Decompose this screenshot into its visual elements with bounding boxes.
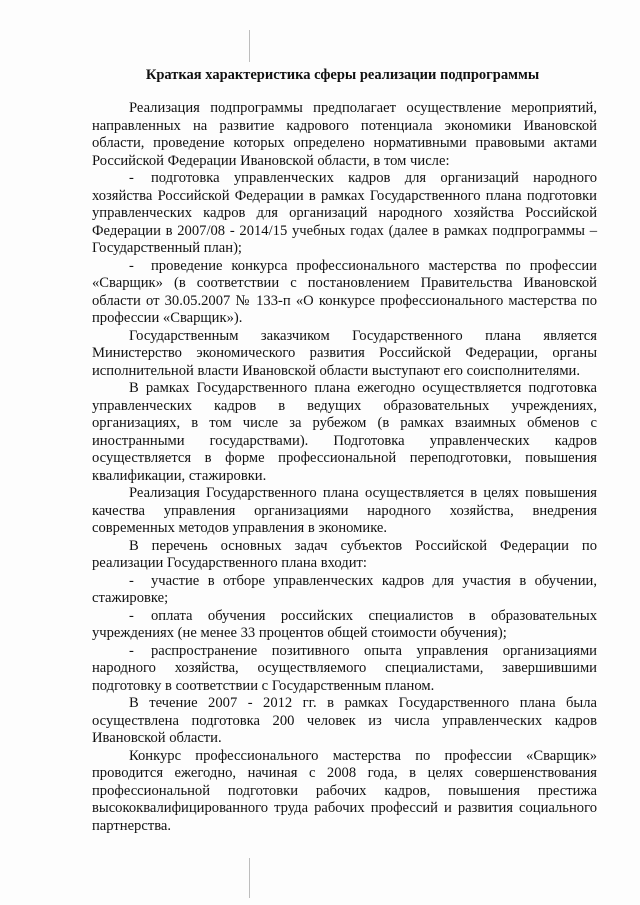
- paragraph-results: В течение 2007 - 2012 гг. в рамках Государственного плана была осуществлена подготовка 200 человек из числа управленческих кадров Ивановской области.: [92, 695, 597, 746]
- paragraph-training: В рамках Государственного плана ежегодно осуществляется подготовка управленческих кадров в ведущих образовательных учреждениях, организациях, в том числе за рубежом (в рамках взаимных обменов с иностранными государствами). Подготовка управленческих кадров осуществляется в форме профессиональной переподготовки, повышения квалификации, стажировки.: [92, 380, 597, 484]
- list-item-text: оплата обучения российских специалистов в образовательных учреждениях (не менее 33 процентов общей стоимости обучения);: [92, 607, 597, 641]
- fold-mark-top: [249, 30, 250, 62]
- paragraph-customer: Государственным заказчиком Государственного плана является Министерство экономического развития Российской Федерации, органы исполнительной власти Ивановской области выступают его соисполнителями.: [92, 327, 597, 379]
- list-item-text: участие в отборе управленческих кадров для участия в обучении, стажировке;: [92, 572, 597, 606]
- list-item-text: подготовка управленческих кадров для организаций народного хозяйства Российской Федерации в рамках Государственного плана подготовки управленческих кадров для организаций народного хозяйства Российской Федерации в 2007/08 - 2014/15 учебных годах (далее в рамках подпрограммы – Государственный план);: [92, 170, 597, 256]
- fold-mark-bottom: [249, 858, 250, 898]
- list-dash: -: [129, 607, 134, 624]
- list-dash: -: [129, 170, 134, 186]
- list-item: [92, 170, 597, 258]
- paragraph-contest: Конкурс профессионального мастерства по профессии «Сварщик» проводится ежегодно, начиная с 2008 года, в целях совершенствования профессиональной подготовки рабочих кадров, повышения престижа высококвалифицированного труда рабочих профессий и развития социального партнерства.: [92, 747, 597, 834]
- list-dash: -: [129, 642, 134, 659]
- list-dash: -: [129, 572, 134, 589]
- list-item-text: проведение конкурса профессионального мастерства по профессии «Сварщик» (в соответствии с постановлением Правительства Ивановской области от 30.05.2007 № 133-п «О конкурсе профессионального мастерства по профессии «Сварщик»).: [92, 257, 597, 326]
- body-text: [92, 100, 597, 835]
- paragraph-tasks: В перечень основных задач субъектов Российской Федерации по реализации Государственного плана входит:: [92, 537, 597, 571]
- list-dash: -: [129, 257, 134, 274]
- list-item: [92, 643, 597, 696]
- list-item: [92, 573, 597, 608]
- list-item-text: распространение позитивного опыта управления организациями народного хозяйства, осуществляемого специалистами, завершившими подготовку в соответствии с Государственным планом.: [92, 642, 597, 694]
- list-item: [92, 258, 597, 328]
- paragraph-intro: Реализация подпрограммы предполагает осуществление мероприятий, направленных на развитие кадрового потенциала экономики Ивановской области, проведение которых определено нормативными правовыми актами Российской Федерации Ивановской области, в том числе:: [92, 100, 597, 169]
- paragraph-goals: Реализация Государственного плана осуществляется в целях повышения качества управления организациями народного хозяйства, внедрения современных методов управления в экономике.: [92, 485, 597, 536]
- list-item: [92, 608, 597, 643]
- section-title: Краткая характеристика сферы реализации подпрограммы: [145, 67, 540, 83]
